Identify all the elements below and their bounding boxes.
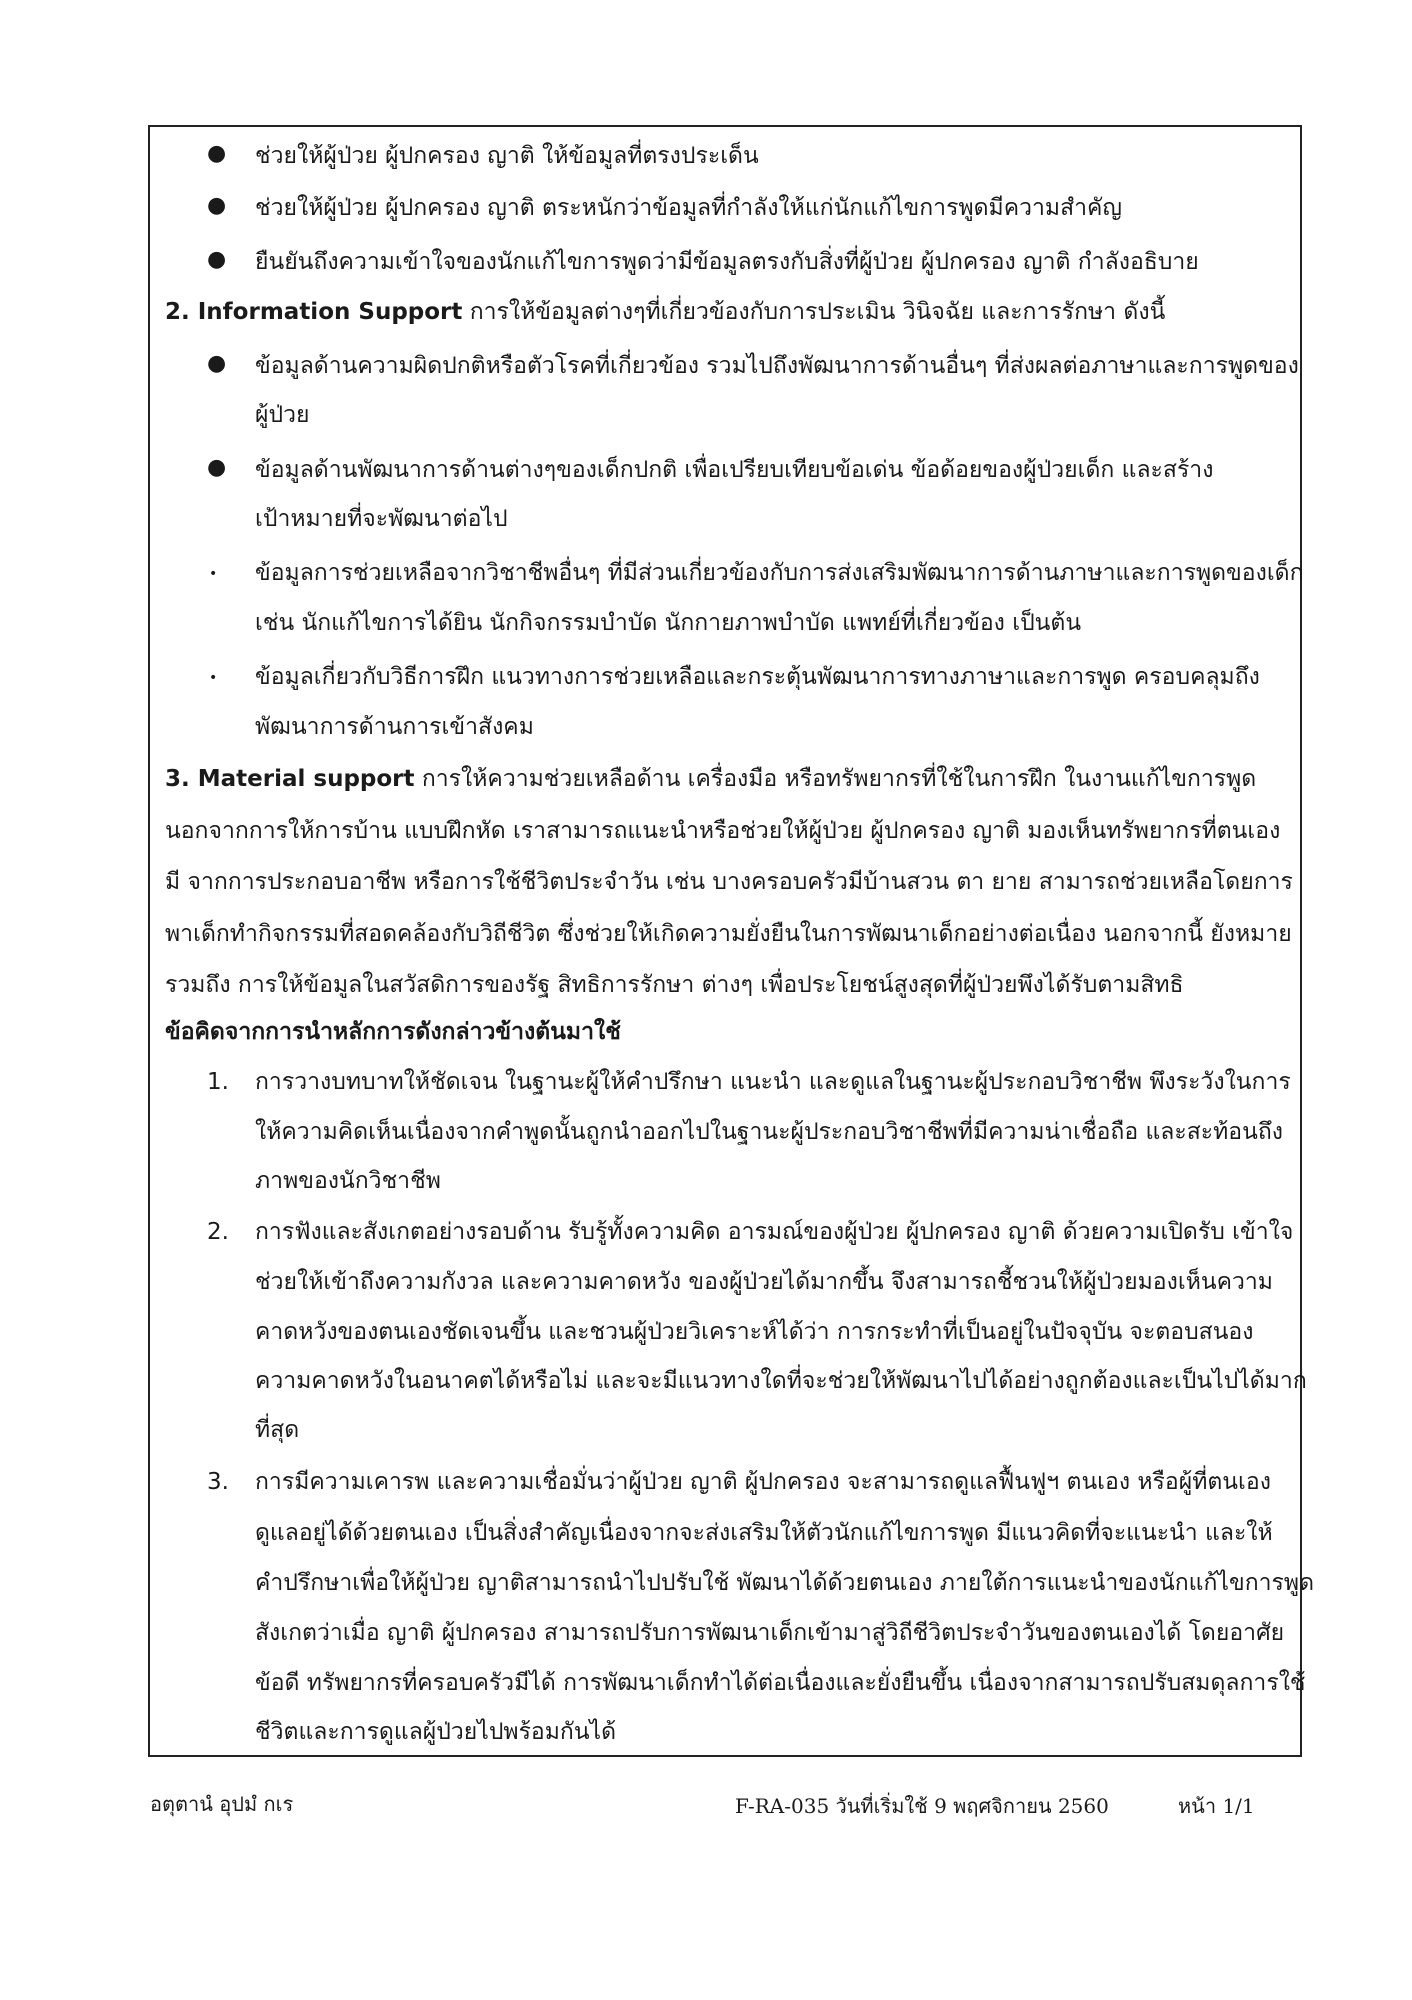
bullet-icon: • [209,670,218,686]
list-item-continued: ดูแลอยู่ได้ด้วยตนเอง เป็นสิ่งสำคัญเนื่องจากจะส่งเสริมให้ตัวนักแก้ไขการพูด มีแนวคิดที่จะแนะนำ และให้ [255,1520,1273,1546]
list-number: 2. [207,1219,229,1245]
list-number: 1. [207,1069,229,1095]
list-item-continued: เป้าหมายที่จะพัฒนาต่อไป [255,506,508,532]
list-item: ข้อมูลการช่วยเหลือจากวิชาชีพอื่นๆ ที่มีส่วนเกี่ยวข้องกับการส่งเสริมพัฒนาการด้านภาษาและการพูดของเด็ก [255,560,1304,586]
paragraph-line: มี จากการประกอบอาชีพ หรือการใช้ชีวิตประจำวัน เช่น บางครอบครัวมีบ้านสวน ตา ยาย สามารถช่วยเหลือโดยการ [165,869,1293,895]
list-item-continued: ผู้ป่วย [255,402,310,428]
section-intro: การให้ข้อมูลต่างๆที่เกี่ยวข้องกับการประเมิน วินิจฉัย และการรักษา ดังนี้ [469,299,1166,325]
paragraph-line: การให้ความช่วยเหลือด้าน เครื่องมือ หรือทรัพยากรที่ใช้ในการฝึก ในงานแก้ไขการพูด [421,766,1257,792]
list-item-continued: ภาพของนักวิชาชีพ [255,1168,441,1194]
list-item: ข้อมูลเกี่ยวกับวิธีการฝึก แนวทางการช่วยเหลือและกระตุ้นพัฒนาการทางภาษาและการพูด ครอบคลุมถึง [255,664,1260,690]
list-item-continued: เช่น นักแก้ไขการได้ยิน นักกิจกรรมบำบัด นักกายภาพบำบัด แพทย์ที่เกี่ยวข้อง เป็นต้น [255,610,1082,636]
section-heading [165,763,1256,795]
list-item-continued: สังเกตว่าเมื่อ ญาติ ผู้ปกครอง สามารถปรับการพัฒนาเด็กเข้ามาสู่วิถีชีวิตประจำวันของตนเองได้ โดยอาศัย [255,1620,1285,1646]
bullet-icon: ● [207,247,227,272]
bullet-icon: ● [207,455,227,480]
list-item-continued: คำปรึกษาเพื่อให้ผู้ป่วย ญาติสามารถนำไปปรับใช้ พัฒนาได้ด้วยตนเอง ภายใต้การแนะนำของนักแก้ไขการพูด [255,1570,1315,1596]
paragraph-line: รวมถึง การให้ข้อมูลในสวัสดิการของรัฐ สิทธิการรักษา ต่างๆ เพื่อประโยชน์สูงสุดที่ผู้ป่วยพึงได้รับตามสิทธิ [165,972,1184,998]
list-item-continued: ข้อดี ทรัพยากรที่ครอบครัวมีได้ การพัฒนาเด็กทำได้ต่อเนื่องและยั่งยืนขึ้น เนื่องจากสามารถปรับสมดุลการใช้ [255,1670,1306,1696]
section-title: 3. Material support [165,766,415,792]
list-item: การวางบทบาทให้ชัดเจน ในฐานะผู้ให้คำปรึกษา แนะนำ และดูแลในฐานะผู้ประกอบวิชาชีพ พึงระวังในการ [255,1069,1291,1095]
bullet-icon: • [209,566,218,582]
bullet-icon: ● [207,351,227,376]
list-item: ช่วยให้ผู้ป่วย ผู้ปกครอง ญาติ ให้ข้อมูลที่ตรงประเด็น [255,143,759,169]
section-heading [165,296,1165,328]
paragraph-line: นอกจากการให้การบ้าน แบบฝึกหัด เราสามารถแนะนำหรือช่วยให้ผู้ป่วย ผู้ปกครอง ญาติ มองเห็นทรัพยากรที่ตนเอง [165,818,1281,844]
section-title: 2. Information Support [165,299,463,325]
list-item: การฟังและสังเกตอย่างรอบด้าน รับรู้ทั้งความคิด อารมณ์ของผู้ป่วย ผู้ปกครอง ญาติ ด้วยความเปิดรับ เข้าใจ [255,1219,1294,1245]
list-number: 3. [207,1469,229,1495]
bullet-icon: ● [207,141,227,166]
reflection-heading: ข้อคิดจากการนำหลักการดังกล่าวข้างต้นมาใช้ [165,1019,621,1045]
footer-author: อตุตานํ อุปมํ กเร [150,1792,294,1816]
list-item-continued: ช่วยให้เข้าถึงความกังวล และความคาดหวัง ของผู้ป่วยได้มากขึ้น จึงสามารถชี้ชวนให้ผู้ป่วยมองเห็นความ [255,1269,1273,1295]
list-item-continued: ที่สุด [255,1417,300,1443]
list-item-continued: พัฒนาการด้านการเข้าสังคม [255,714,534,740]
list-item: ข้อมูลด้านพัฒนาการด้านต่างๆของเด็กปกติ เพื่อเปรียบเทียบข้อเด่น ข้อด้อยของผู้ป่วยเด็ก และสร้าง [255,457,1214,483]
list-item: ช่วยให้ผู้ป่วย ผู้ปกครอง ญาติ ตระหนักว่าข้อมูลที่กำลังให้แก่นักแก้ไขการพูดมีความสำคัญ [255,195,1123,221]
list-item-continued: ให้ความคิดเห็นเนื่องจากคำพูดนั้นถูกนำออกไปในฐานะผู้ประกอบวิชาชีพที่มีความน่าเชื่อถือ และสะท้อนถึง [255,1119,1283,1145]
list-item: การมีความเคารพ และความเชื่อมั่นว่าผู้ป่วย ญาติ ผู้ปกครอง จะสามารถดูแลฟื้นฟูฯ ตนเอง หรือผู้ที่ตนเอง [255,1469,1271,1495]
footer-page-number: หน้า 1/1 [1178,1794,1255,1818]
footer-form-code: F-RA-035 วันที่เริ่มใช้ 9 พฤศจิกายน 2560 [735,1794,1109,1818]
list-item-continued: คาดหวังของตนเองชัดเจนขึ้น และชวนผู้ป่วยวิเคราะห์ได้ว่า การกระทำที่เป็นอยู่ในปัจจุบัน จะตอบสนอง [255,1319,1254,1345]
paragraph-line: พาเด็กทำกิจกรรมที่สอดคล้องกับวิถีชีวิต ซึ่งช่วยให้เกิดความยั่งยืนในการพัฒนาเด็กอย่างต่อเนื่อง นอกจากนี้ ยังหมาย [165,921,1292,947]
list-item-continued: ชีวิตและการดูแลผู้ป่วยไปพร้อมกันได้ [255,1719,617,1745]
list-item-continued: ความคาดหวังในอนาคตได้หรือไม่ และจะมีแนวทางใดที่จะช่วยให้พัฒนาไปได้อย่างถูกต้องและเป็นไปได้มาก [255,1368,1307,1394]
list-item: ข้อมูลด้านความผิดปกติหรือตัวโรคที่เกี่ยวข้อง รวมไปถึงพัฒนาการด้านอื่นๆ ที่ส่งผลต่อภาษาและการพูดของ [255,353,1299,379]
bullet-icon: ● [207,193,227,218]
list-item: ยืนยันถึงความเข้าใจของนักแก้ไขการพูดว่ามีข้อมูลตรงกับสิ่งที่ผู้ป่วย ผู้ปกครอง ญาติ กำลังอธิบาย [255,249,1199,275]
